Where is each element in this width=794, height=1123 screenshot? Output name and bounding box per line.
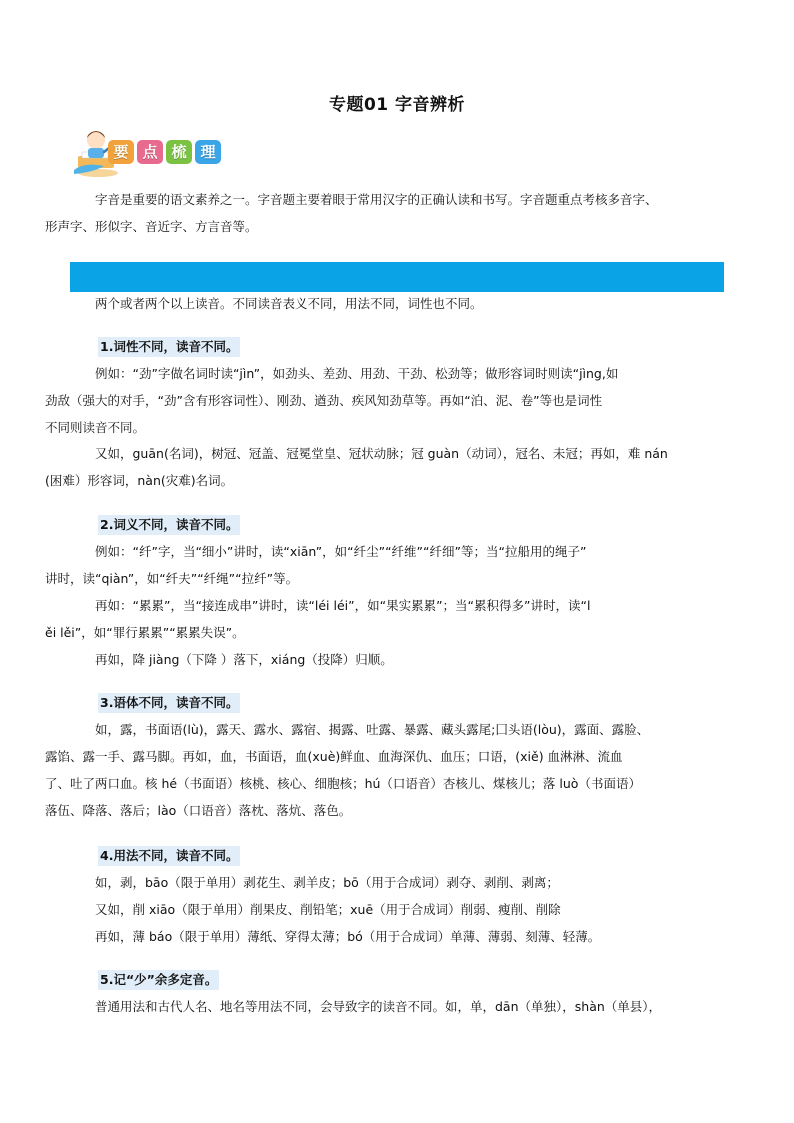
section-2-paragraph-1 <box>45 538 732 592</box>
text-line: 如，露，书面语(lù)，露天、露水、露宿、揭露、吐露、暴露、藏头露尾;囗头语(lòu)，露面、露脸、 <box>95 722 650 737</box>
section-heading-4: 4.用法不同，读音不同。 <box>98 846 240 866</box>
document-title: 专题01 字音辨析 <box>328 95 466 115</box>
banner-title <box>108 140 221 164</box>
text-line: 了、吐了两口血。核 hé（书面语）核桃、核心、细胞核；hú（口语音）杏核儿、煤核儿；落 luò（书面语） <box>45 776 641 791</box>
text-line: 露馅、露一手、露马脚。再如，血，书面语，血(xuè)鲜血、血海深仇、血压；口语，(xiě) 血淋淋、流血 <box>45 749 623 764</box>
section-4-paragraph-3 <box>70 923 732 950</box>
text-line: ěi lěi”，如“罪行累累”“累累失误”。 <box>45 625 245 640</box>
section-intro <box>70 290 732 317</box>
text-line: 又如，guān(名词)，树冠、冠盖、冠冕堂皇、冠状动脉；冠 guàn（动词），冠名、未冠；再如，难 nán <box>95 446 668 461</box>
text-line: 例如：“劲”字做名词时读“jìn”，如劲头、差劲、用劲、干劲、松劲等；做形容词时则读“jìng,如 <box>95 366 619 381</box>
intro-paragraph <box>45 186 732 240</box>
section-1-paragraph-2 <box>45 440 732 494</box>
section-5-paragraph-1 <box>70 993 732 1020</box>
text-line: 如，剥，bāo（限于单用）剥花生、剥羊皮；bō（用于合成词）剥夺、剥削、剥离； <box>95 875 559 890</box>
section-header-bar <box>70 262 724 292</box>
text-line: 又如，削 xiāo（限于单用）削果皮、削铅笔；xuē（用于合成词）削弱、瘦削、削除 <box>95 902 561 917</box>
section-4-paragraph-2 <box>70 896 732 923</box>
text-line: (困难）形容词，nàn(灾难)名词。 <box>45 473 234 488</box>
text-line: 字音是重要的语文素养之一。字音题主要着眼于常用汉字的正确认读和书写。字音题重点考核多音字、 <box>95 192 658 207</box>
key-points-banner <box>74 126 264 178</box>
text-line: 普通用法和古代人名、地名等用法不同，会导致字的读音不同。如，单，dān（单独），shàn（单县）， <box>95 999 662 1014</box>
text-line: 例如：“纤”字，当“细小”讲时，读“xiān”，如“纤尘”“纤维”“纤细”等；当“拉船用的绳子” <box>95 544 587 559</box>
text-line: 再如，降 jiàng（下降 ）落下，xiáng（投降）归顺。 <box>95 652 393 667</box>
text-line: 再如：“累累”，当“接连成串”讲时，读“léi léi”，如“果实累累”；当“累积得多”讲时，读“l <box>95 598 591 613</box>
banner-char: 要 <box>108 140 134 164</box>
banner-char: 梳 <box>166 140 192 164</box>
text-line: 不同则读音不同。 <box>45 420 146 435</box>
section-heading-5: 5.记“少”余多定音。 <box>98 970 219 990</box>
text-line: 两个或者两个以上读音。不同读音表义不同，用法不同，词性也不同。 <box>95 296 483 311</box>
section-heading-2: 2.词义不同，读音不同。 <box>98 515 240 535</box>
section-heading-3: 3.语体不同，读音不同。 <box>98 693 240 713</box>
section-2-paragraph-3 <box>70 646 732 673</box>
text-line: 劲敌（强大的对手，“劲”含有形容词性）、刚劲、遒劲、疾风知劲草等。再如“泊、泥、卷”等也是词性 <box>45 393 603 408</box>
text-line: 讲时，读“qiàn”，如“纤夫”“纤绳”“拉纤”等。 <box>45 571 299 586</box>
text-line: 再如，薄 báo（限于单用）薄纸、穿得太薄；bó（用于合成词）单薄、薄弱、刻薄、轻薄。 <box>95 929 601 944</box>
banner-char: 点 <box>137 140 163 164</box>
section-1-paragraph-1 <box>45 360 732 441</box>
section-3-paragraph-1 <box>45 716 732 824</box>
text-line: 形声字、形似字、音近字、方言音等。 <box>45 219 258 234</box>
text-line: 落伍、降落、落后；lào（口语音）落枕、落炕、落色。 <box>45 803 352 818</box>
section-heading-1: 1.词性不同，读音不同。 <box>98 337 240 357</box>
section-4-paragraph-1 <box>70 869 732 896</box>
section-2-paragraph-2 <box>45 592 732 646</box>
banner-char: 理 <box>195 140 221 164</box>
